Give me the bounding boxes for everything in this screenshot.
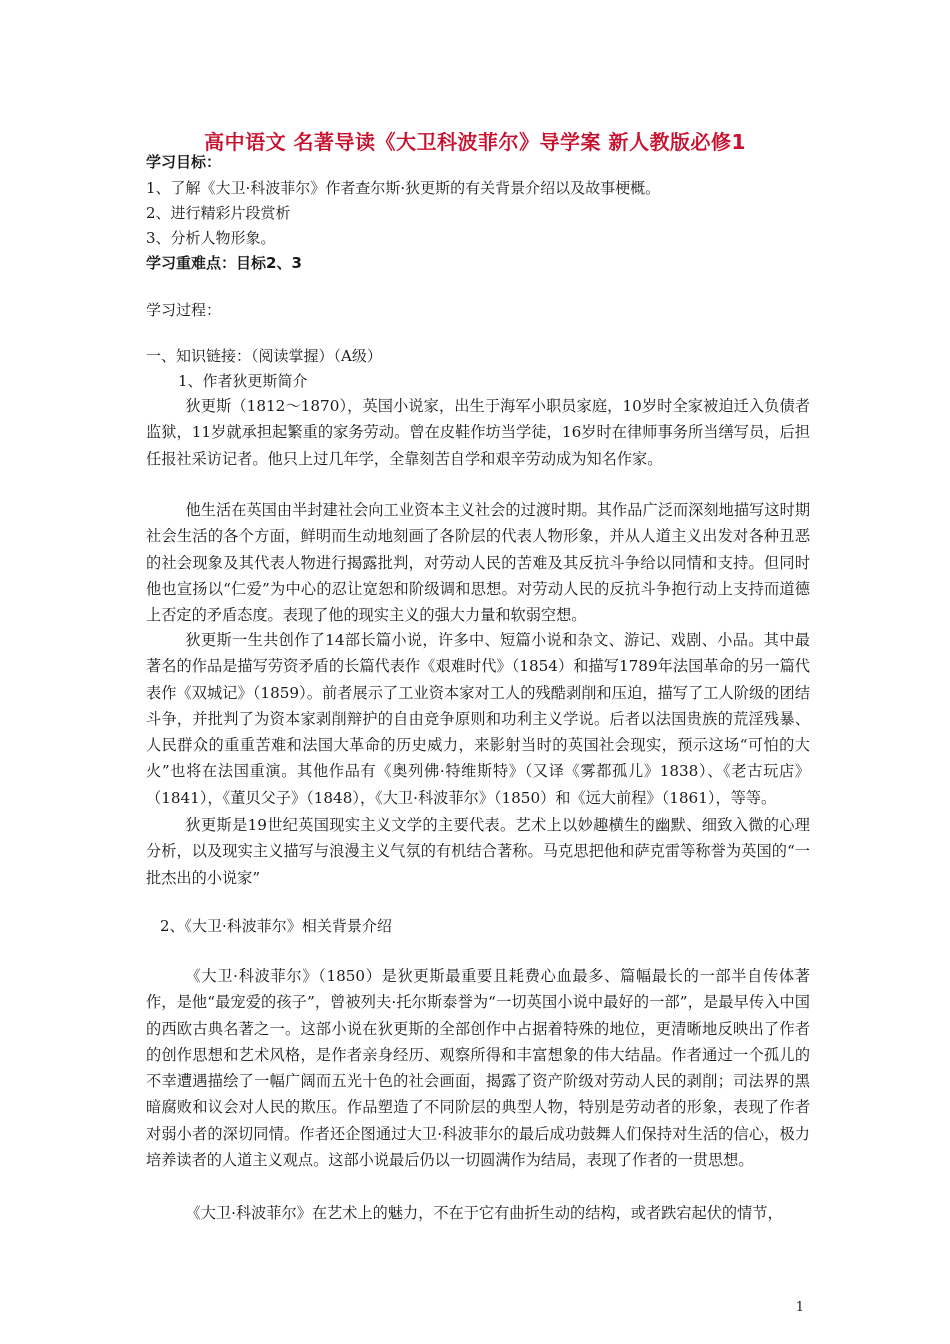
bio-paragraph-4: 狄更斯是19世纪英国现实主义文学的主要代表。艺术上以妙趣横生的幽默、细致入微的心理分析，以及现实主义描写与浪漫主义气氛的有机结合著称。马克思把他和萨克雷等称誉为英国的“一批杰出的小说家” xyxy=(146,816,810,887)
bio-paragraph-1: 狄更斯（1812～1870），英国小说家，出生于海军小职员家庭，10岁时全家被迫迁入负债者监狱，11岁就承担起繁重的家务劳动。曾在皮鞋作坊当学徒，16岁时在律师事务所当缮写员，后担任报社采访记者。他只上过几年学，全靠刻苦自学和艰辛劳动成为知名作家。 xyxy=(146,397,810,468)
background-paragraph-1: 《大卫·科波菲尔》（1850）是狄更斯最重要且耗费心血最多、篇幅最长的一部半自传体著作，是他“最宠爱的孩子”，曾被列夫·托尔斯泰誉为“一切英国小说中最好的一部”，是最早传入中国的西欧古典名著之一。这部小说在狄更斯的全部创作中占据着特殊的地位，更清晰地反映出了作者的创作思想和艺术风格，是作者亲身经历、观察所得和丰富想象的伟大结晶。作者通过一个孤儿的不幸遭遇描绘了一幅广阔而五光十色的社会画面，揭露了资产阶级对劳动人民的剥削；司法界的黑暗腐败和议会对人民的欺压。作品塑造了不同阶层的典型人物，特别是劳动者的形象，表现了作者对弱小者的深切同情。作者还企图通过大卫·科波菲尔的最后成功鼓舞人们保持对生活的信心，极力培养读者的人道主义观点。这部小说最后仍以一切圆满作为结局，表现了作者的一贯思想。 xyxy=(146,967,810,1170)
section1-sub2: 2、《大卫·科波菲尔》相关背景介绍 xyxy=(160,917,392,935)
objective-item-1: 1、了解《大卫·科波菲尔》作者查尔斯·狄更斯的有关背景介绍以及故事梗概。 xyxy=(146,179,661,197)
objective-item-2: 2、进行精彩片段赏析 xyxy=(146,204,291,222)
section1-heading: 一、知识链接：（阅读掌握）（A级） xyxy=(146,347,382,365)
objective-item-3: 3、分析人物形象。 xyxy=(146,229,276,247)
background-paragraph-2: 《大卫·科波菲尔》在艺术上的魅力，不在于它有曲折生动的结构，或者跌宕起伏的情节， xyxy=(185,1204,783,1222)
document-title: 高中语文 名著导读《大卫科波菲尔》导学案 新人教版必修1 xyxy=(204,130,746,154)
key-points: 学习重难点：目标2、3 xyxy=(146,254,302,272)
objectives-heading: 学习目标： xyxy=(146,153,222,171)
bio-paragraph-3: 狄更斯一生共创作了14部长篇小说，许多中、短篇小说和杂文、游记、戏剧、小品。其中最著名的作品是描写劳资矛盾的长篇代表作《艰难时代》（1854）和描写1789年法国革命的另一篇代表作《双城记》（1859）。前者展示了工业资本家对工人的残酷剥削和压迫，描写了工人阶级的团结斗争，并批判了为资本家剥削辩护的自由竞争原则和功利主义学说。后者以法国贵族的荒淫残暴、人民群众的重重苦难和法国大革命的历史威力，来影射当时的英国社会现实，预示这场“可怕的大火”也将在法国重演。其他作品有《奥列佛·特维斯特》（又译《雾都孤儿》1838）、《老古玩店》（1841），《董贝父子》（1848），《大卫·科波菲尔》（1850）和《远大前程》（1861），等等。 xyxy=(146,631,810,807)
page-number: 1 xyxy=(795,1300,804,1315)
process-heading: 学习过程： xyxy=(146,301,222,319)
bio-paragraph-2: 他生活在英国由半封建社会向工业资本主义社会的过渡时期。其作品广泛而深刻地描写这时期社会生活的各个方面，鲜明而生动地刻画了各阶层的代表人物形象，并从人道主义出发对各种丑恶的社会现象及其代表人物进行揭露批判，对劳动人民的苦难及其反抗斗争给以同情和支持。但同时他也宣扬以“仁爱”为中心的忍让宽恕和阶级调和思想。对劳动人民的反抗斗争抱行动上支持而道德上否定的矛盾态度。表现了他的现实主义的强大力量和软弱空想。 xyxy=(146,501,810,625)
section1-sub1: 1、作者狄更斯简介 xyxy=(178,372,308,390)
